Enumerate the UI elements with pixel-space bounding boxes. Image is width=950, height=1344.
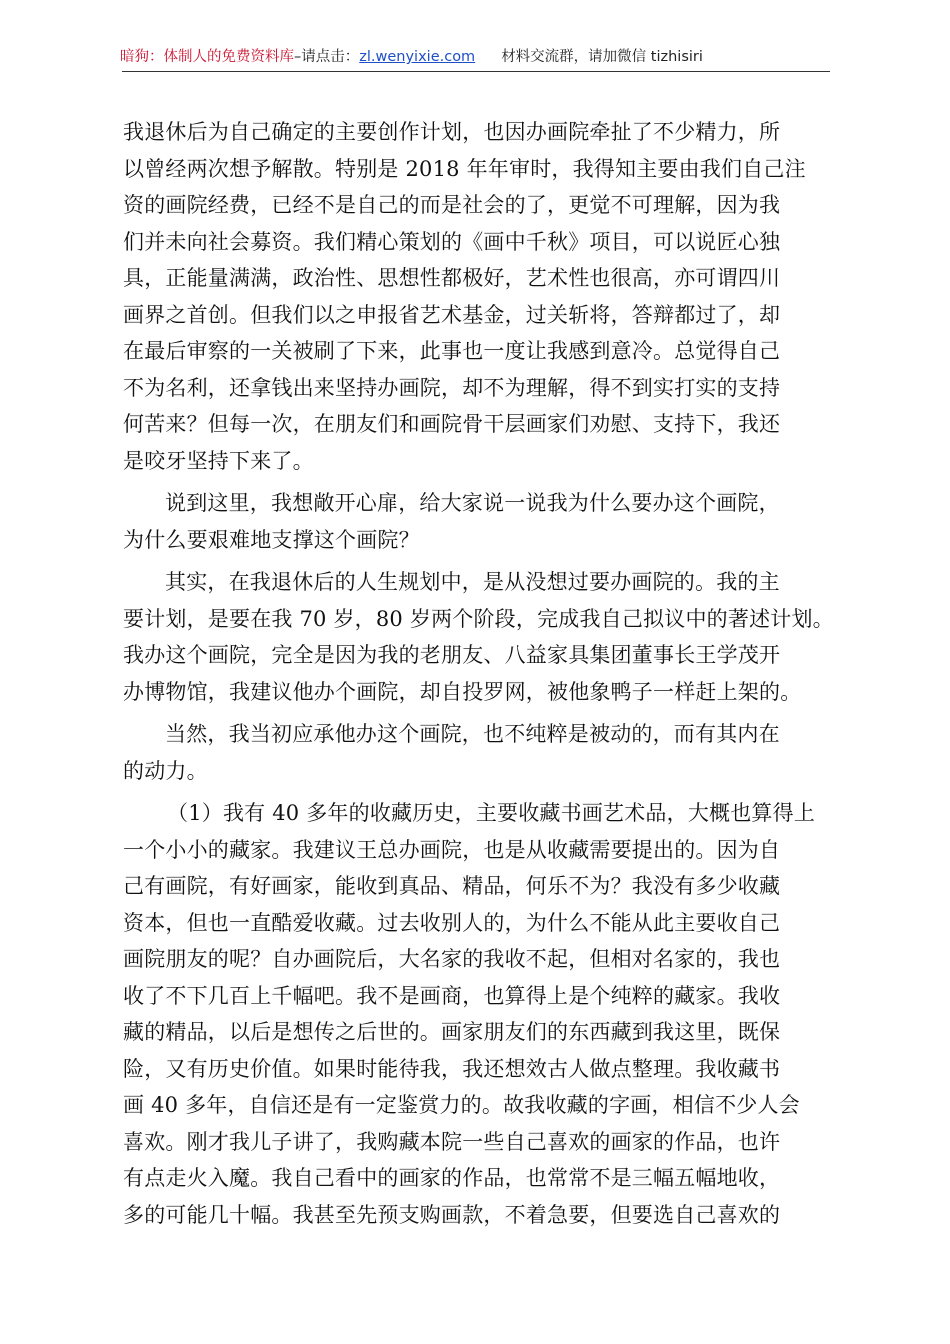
text-line: 何苦来？但每一次，在朋友们和画院骨干层画家们劝慰、支持下，我还 [123, 412, 781, 436]
text-line: 不为名利，还拿钱出来坚持办画院，却不为理解，得不到实打实的支持 [123, 375, 781, 400]
text-line: 画 40 多年，自信还是有一定鉴赏力的。故我收藏的字画，相信不少人会 [123, 1093, 800, 1117]
page-header [120, 46, 832, 70]
text-line: 一个小小的藏家。我建议王总办画院，也是从收藏需要提出的。因为自 [123, 837, 781, 862]
text-line: 画界之首创。但我们以之申报省艺术基金，过关斩将，答辩都过了，却 [123, 302, 781, 327]
paragraph-2 [123, 485, 840, 558]
text-line: 我退休后为自己确定的主要创作计划，也因办画院牵扯了不少精力，所 [123, 120, 781, 144]
text-line: 收了不下几百上千幅吧。我不是画商，也算得上是个纯粹的藏家。我收 [123, 983, 781, 1008]
text-line: 为什么要艰难地支撑这个画院？ [123, 527, 420, 552]
text-line: 说到这里，我想敞开心扉，给大家说一说我为什么要办这个画院， [165, 491, 780, 515]
text-line: 有点走火入魔。我自己看中的画家的作品，也常常不是三幅五幅地收， [123, 1166, 781, 1190]
header-divider [122, 71, 830, 72]
text-line: 我办这个画院，完全是因为我的老朋友、八益家具集团董事长王学茂开 [123, 643, 781, 667]
text-line: 是咬牙坚持下来了。 [123, 448, 314, 473]
text-line: 己有画院，有好画家，能收到真品、精品，何乐不为？我没有多少收藏 [123, 874, 781, 898]
text-line: 的动力。 [123, 758, 208, 783]
text-line: 多的可能几十幅。我甚至先预支购画款，不着急要，但要选自己喜欢的 [123, 1202, 781, 1227]
paragraph-4 [123, 716, 840, 789]
text-line: 要计划，是要在我 70 岁，80 岁两个阶段，完成我自己拟议中的著述计划。 [123, 606, 834, 631]
text-line: 画院朋友的呢？自办画院后，大名家的我收不起，但相对名家的，我也 [123, 947, 781, 971]
text-line: 险，又有历史价值。如果时能待我，我还想效古人做点整理。我收藏书 [123, 1056, 781, 1081]
text-line: 办博物馆，我建议他办个画院，却自投罗网，被他象鸭子一样赶上架的。 [123, 679, 802, 704]
header-link[interactable]: zl.wenyixie.com [359, 49, 476, 65]
header-note: 材料交流群，请加微信 tizhisiri [501, 49, 703, 65]
text-line: 资本，但也一直酷爱收藏。过去收别人的，为什么不能从此主要收自己 [123, 910, 781, 935]
text-line: 藏的精品，以后是想传之后世的。画家朋友们的东西藏到我这里，既保 [123, 1020, 781, 1044]
paragraph-1 [123, 114, 840, 479]
text-line: 当然，我当初应承他办这个画院，也不纯粹是被动的，而有其内在 [165, 722, 780, 746]
text-line: （1）我有 40 多年的收藏历史，主要收藏书画艺术品，大概也算得上 [167, 801, 816, 825]
article-body [123, 114, 840, 1239]
paragraph-3 [123, 564, 840, 710]
header-brand: 暗狗：体制人的免费资料库 [120, 49, 294, 65]
text-line: 在最后审察的一关被刷了下来，此事也一度让我感到意冷。总觉得自己 [123, 339, 781, 363]
paragraph-5 [123, 795, 840, 1233]
header-prompt: –请点击： [294, 49, 360, 65]
text-line: 其实，在我退休后的人生规划中，是从没想过要办画院的。我的主 [165, 570, 780, 594]
text-line: 以曾经两次想予解散。特别是 2018 年年审时，我得知主要由我们自己注 [123, 156, 806, 181]
text-line: 们并未向社会募资。我们精心策划的《画中千秋》项目，可以说匠心独 [123, 229, 781, 254]
text-line: 具，正能量满满，政治性、思想性都极好，艺术性也很高，亦可谓四川 [123, 266, 781, 290]
text-line: 喜欢。刚才我儿子讲了，我购藏本院一些自己喜欢的画家的作品，也许 [123, 1129, 781, 1154]
text-line: 资的画院经费，已经不是自己的而是社会的了，更觉不可理解，因为我 [123, 193, 781, 217]
